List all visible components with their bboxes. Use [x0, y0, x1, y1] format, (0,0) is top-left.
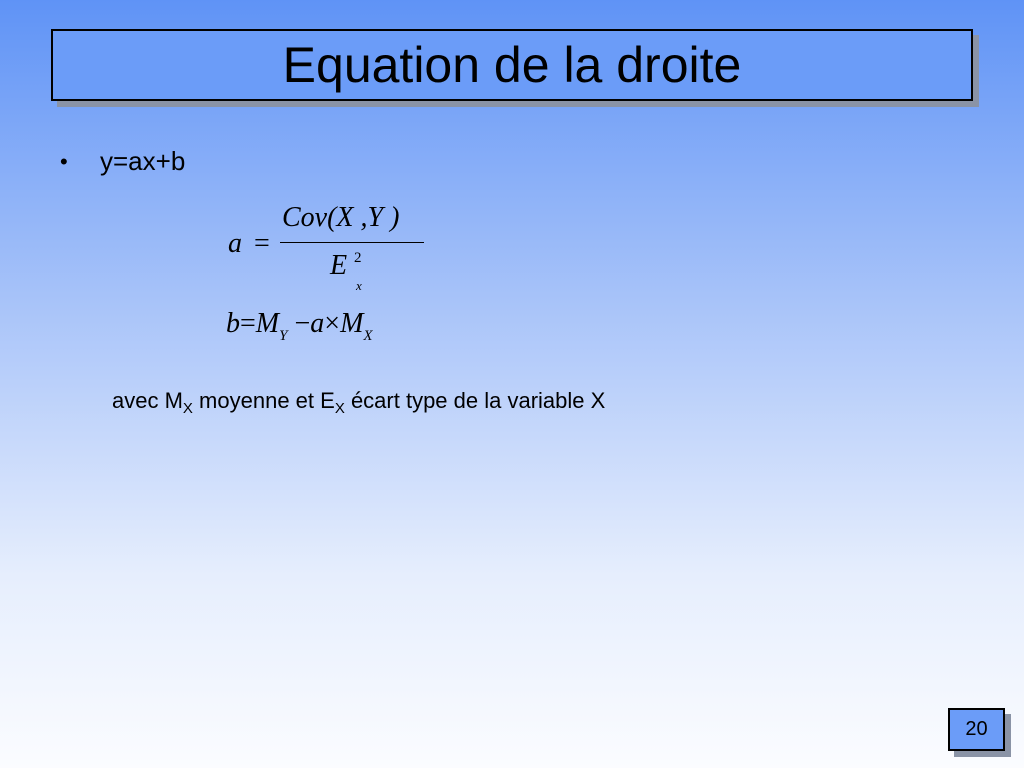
formula-a-equals: =	[254, 228, 270, 259]
slide-title: Equation de la droite	[282, 37, 742, 93]
formula-b-term1-subscript: Y	[279, 328, 288, 344]
formula-a-denominator-exponent: 2	[354, 250, 362, 266]
note-sub1: X	[182, 400, 193, 417]
formula-b-a: a	[310, 308, 325, 339]
formula-b-minus: −	[294, 308, 311, 339]
note-part2: moyenne et E	[192, 388, 335, 413]
formula-a-numerator: Cov(X ,Y )	[282, 202, 400, 233]
formula-b-lhs: b	[226, 308, 240, 339]
formula-b	[226, 308, 373, 344]
note-sub2: X	[334, 400, 345, 417]
formula-a-denominator: E	[330, 250, 348, 281]
formula-a-denominator-subscript: x	[356, 278, 362, 293]
formula-b-term2-subscript: X	[363, 328, 373, 344]
bullet-text: y=ax+b	[100, 146, 186, 176]
formula-a	[226, 200, 466, 300]
formula-a-lhs: a	[228, 228, 242, 259]
fraction-bar	[280, 242, 424, 243]
title-box	[51, 29, 973, 101]
formula-b-term1: M	[255, 308, 280, 339]
formula-b-term2: M	[340, 308, 364, 339]
page-number: 20	[948, 708, 1005, 751]
formula-b-times: ×	[324, 308, 341, 339]
note-part1: avec M	[112, 388, 183, 413]
bullet-item	[60, 146, 185, 177]
bullet-dot-icon: •	[60, 148, 68, 174]
formula-b-equals: =	[240, 308, 256, 339]
note-part3: écart type de la variable X	[344, 388, 606, 413]
definition-note	[112, 388, 606, 417]
